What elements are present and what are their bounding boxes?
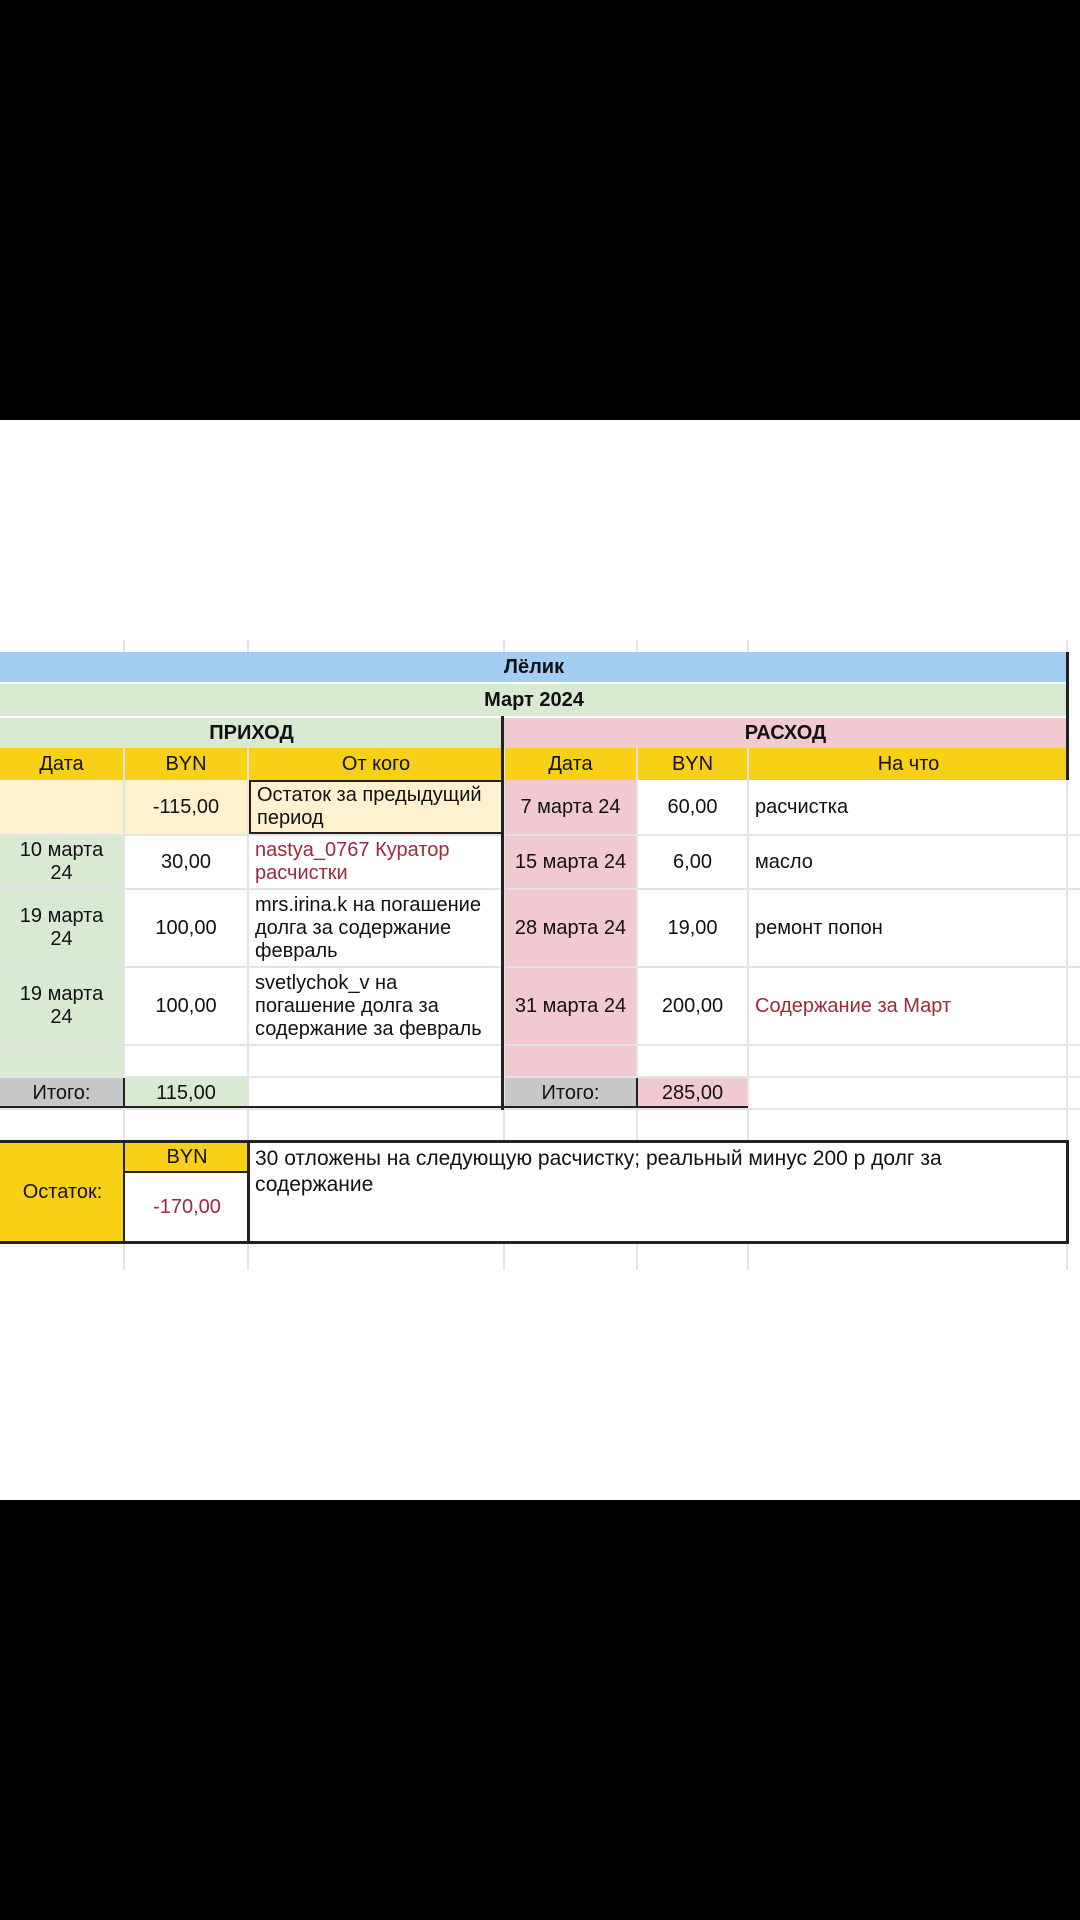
border-line	[1066, 1140, 1069, 1244]
expense-date-cell: 7 марта 24	[505, 780, 636, 834]
balance-note: 30 отложены на следующую расчистку; реальный минус 200 р долг за содержание	[249, 1142, 1066, 1242]
income-header: ПРИХОД	[0, 716, 503, 748]
border-line	[1066, 652, 1069, 780]
expense-for-cell: ремонт попон	[755, 916, 883, 939]
income-date-cell: 19 марта 24	[0, 968, 123, 1044]
expense-col-for: На что	[749, 748, 1068, 780]
income-col-date: Дата	[0, 748, 123, 780]
income-amount-cell: 30,00	[160, 850, 212, 873]
border-line	[501, 716, 504, 1110]
income-col-from: От кого	[249, 748, 503, 780]
border-line	[0, 1241, 1069, 1244]
income-total-label: Итого:	[0, 1078, 123, 1108]
income-amount-cell: 100,00	[155, 994, 217, 1017]
expense-date-cell: 15 марта 24	[505, 836, 636, 888]
border-line	[247, 1140, 250, 1244]
spreadsheet	[0, 640, 1080, 1270]
income-amount-cell: -115,00	[125, 780, 247, 834]
expense-for-cell: Содержание за Март	[755, 994, 952, 1017]
empty-expense-date-cell	[505, 1046, 636, 1076]
empty-income-date-cell	[0, 1046, 123, 1076]
border-line	[0, 1140, 1069, 1143]
expense-for-cell: расчистка	[755, 795, 849, 818]
income-col-byn: BYN	[125, 748, 247, 780]
expense-amount-cell: 6,00	[673, 850, 712, 873]
income-date-cell: 19 марта 24	[0, 890, 123, 966]
expense-amount-cell: 60,00	[667, 795, 718, 818]
expense-header: РАСХОД	[503, 716, 1068, 748]
income-date-cell	[0, 780, 123, 834]
income-from-cell: Остаток за предыдущий период	[249, 780, 503, 834]
income-date-cell: 10 марта 24	[0, 836, 123, 888]
expense-date-cell: 28 марта 24	[505, 890, 636, 966]
income-from-cell: svetlychok_v на погашение долга за содержание за февраль	[255, 971, 482, 1040]
border-line	[123, 1140, 125, 1244]
grid-line	[0, 1108, 1080, 1110]
income-total-value: 115,00	[125, 1078, 247, 1108]
border-line	[123, 1078, 125, 1108]
expense-col-date: Дата	[505, 748, 636, 780]
sheet-title: Лёлик	[0, 652, 1068, 684]
border-line	[504, 1106, 748, 1108]
income-amount-cell: 100,00	[155, 916, 217, 939]
balance-label: Остаток:	[0, 1142, 125, 1242]
expense-amount-cell: 200,00	[661, 994, 724, 1017]
expense-for-cell: масло	[755, 850, 813, 873]
balance-currency: BYN	[125, 1142, 249, 1172]
month-title: Март 2024	[0, 684, 1068, 716]
expense-date-cell: 31 марта 24	[505, 968, 636, 1044]
balance-value: -170,00	[125, 1172, 249, 1242]
expense-amount-cell: 19,00	[667, 916, 718, 939]
border-line	[636, 1078, 638, 1108]
border-line	[0, 1106, 504, 1108]
expense-total-value: 285,00	[638, 1078, 747, 1108]
expense-total-label: Итого:	[505, 1078, 636, 1108]
expense-col-byn: BYN	[638, 748, 747, 780]
border-line	[125, 1171, 249, 1173]
income-from-cell: nastya_0767 Куратор расчистки	[255, 839, 450, 884]
income-from-cell: mrs.irina.k на погашение долга за содержание февраль	[255, 893, 481, 962]
